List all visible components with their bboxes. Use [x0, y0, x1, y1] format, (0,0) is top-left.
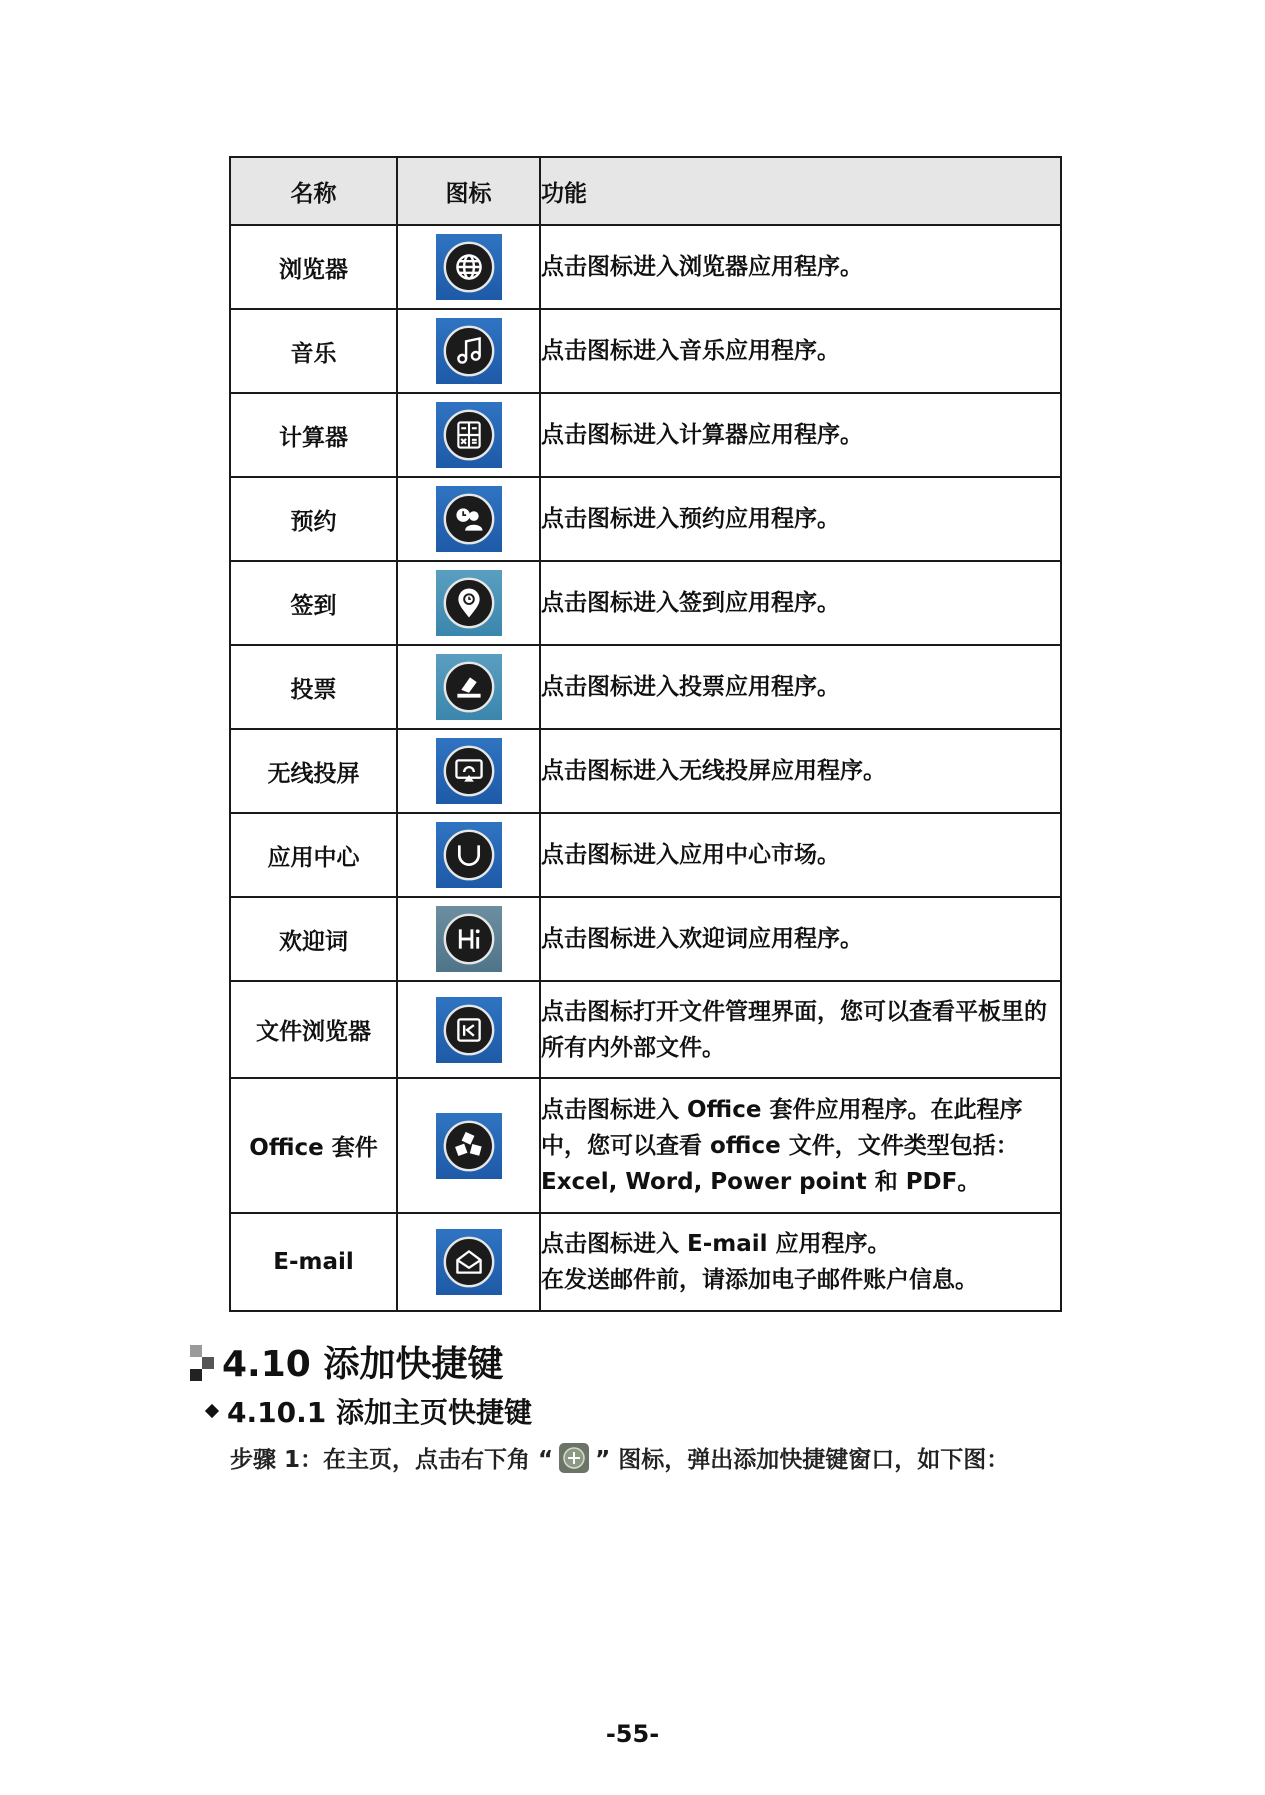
app-name: 欢迎词	[230, 897, 397, 981]
step-prefix: 步骤 1：在主页，点击右下角 “	[230, 1447, 554, 1473]
app-desc: 点击图标进入浏览器应用程序。	[541, 254, 863, 280]
calculator-icon	[436, 402, 502, 468]
table-header-row	[230, 157, 1061, 225]
table-row	[230, 561, 1061, 645]
table-row	[230, 813, 1061, 897]
app-name: 投票	[230, 645, 397, 729]
app-center-icon	[436, 822, 502, 888]
section-title: 4.10 添加快捷键	[222, 1344, 504, 1385]
app-desc: 点击图标进入欢迎词应用程序。	[541, 926, 863, 952]
table-row	[230, 645, 1061, 729]
table-row	[230, 225, 1061, 309]
app-name: 预约	[230, 477, 397, 561]
header-function: 功能	[540, 157, 1061, 225]
header-name: 名称	[230, 157, 397, 225]
app-name: E-mail	[230, 1213, 397, 1311]
app-name: 应用中心	[230, 813, 397, 897]
app-desc: 点击图标进入签到应用程序。	[541, 590, 840, 616]
app-name: 浏览器	[230, 225, 397, 309]
header-icon: 图标	[397, 157, 540, 225]
subsection-title-text: 4.10.1 添加主页快捷键	[227, 1396, 532, 1429]
hi-icon	[436, 906, 502, 972]
app-desc: 点击图标进入音乐应用程序。	[541, 338, 840, 364]
location-pin-icon	[436, 570, 502, 636]
app-desc-note: 在发送邮件前，请添加电子邮件账户信息。	[541, 1267, 978, 1293]
screen-cast-icon	[436, 738, 502, 804]
app-name: 文件浏览器	[230, 981, 397, 1078]
app-name: Office 套件	[230, 1078, 397, 1213]
app-desc: 点击图标打开文件管理界面，您可以查看平板里的所有内外部文件。	[541, 998, 1047, 1061]
app-name: 签到	[230, 561, 397, 645]
table-row	[230, 1213, 1061, 1311]
file-browser-icon	[436, 997, 502, 1063]
app-name: 音乐	[230, 309, 397, 393]
office-icon	[436, 1113, 502, 1179]
app-desc: 点击图标进入 Office 套件应用程序。在此程序中，您可以查看 office 文件，文件类型包括：Excel, Word, Power point 和 PDF。	[541, 1096, 1023, 1195]
step-suffix: ” 图标，弹出添加快捷键窗口，如下图：	[595, 1447, 1010, 1473]
add-shortcut-icon	[559, 1443, 589, 1473]
page-number: -55-	[605, 1720, 660, 1748]
music-note-icon	[436, 318, 502, 384]
table-row	[230, 1078, 1061, 1213]
table-row	[230, 729, 1061, 813]
app-desc: 点击图标进入 E-mail 应用程序。	[541, 1231, 891, 1257]
app-name: 无线投屏	[230, 729, 397, 813]
step-text	[230, 1441, 1009, 1474]
vote-icon	[436, 654, 502, 720]
app-desc: 点击图标进入应用中心市场。	[541, 842, 840, 868]
subsection-title	[207, 1391, 532, 1431]
globe-icon	[436, 234, 502, 300]
reservation-icon	[436, 486, 502, 552]
table-row	[230, 897, 1061, 981]
section-marker-icon	[190, 1345, 214, 1381]
app-name: 计算器	[230, 393, 397, 477]
table-row	[230, 393, 1061, 477]
table-row	[230, 981, 1061, 1078]
table-row	[230, 477, 1061, 561]
email-icon	[436, 1229, 502, 1295]
app-desc: 点击图标进入无线投屏应用程序。	[541, 758, 886, 784]
app-desc: 点击图标进入投票应用程序。	[541, 674, 840, 700]
table-row	[230, 309, 1061, 393]
app-desc: 点击图标进入计算器应用程序。	[541, 422, 863, 448]
app-table	[229, 156, 1062, 1312]
app-desc: 点击图标进入预约应用程序。	[541, 506, 840, 532]
diamond-bullet-icon	[205, 1404, 219, 1418]
